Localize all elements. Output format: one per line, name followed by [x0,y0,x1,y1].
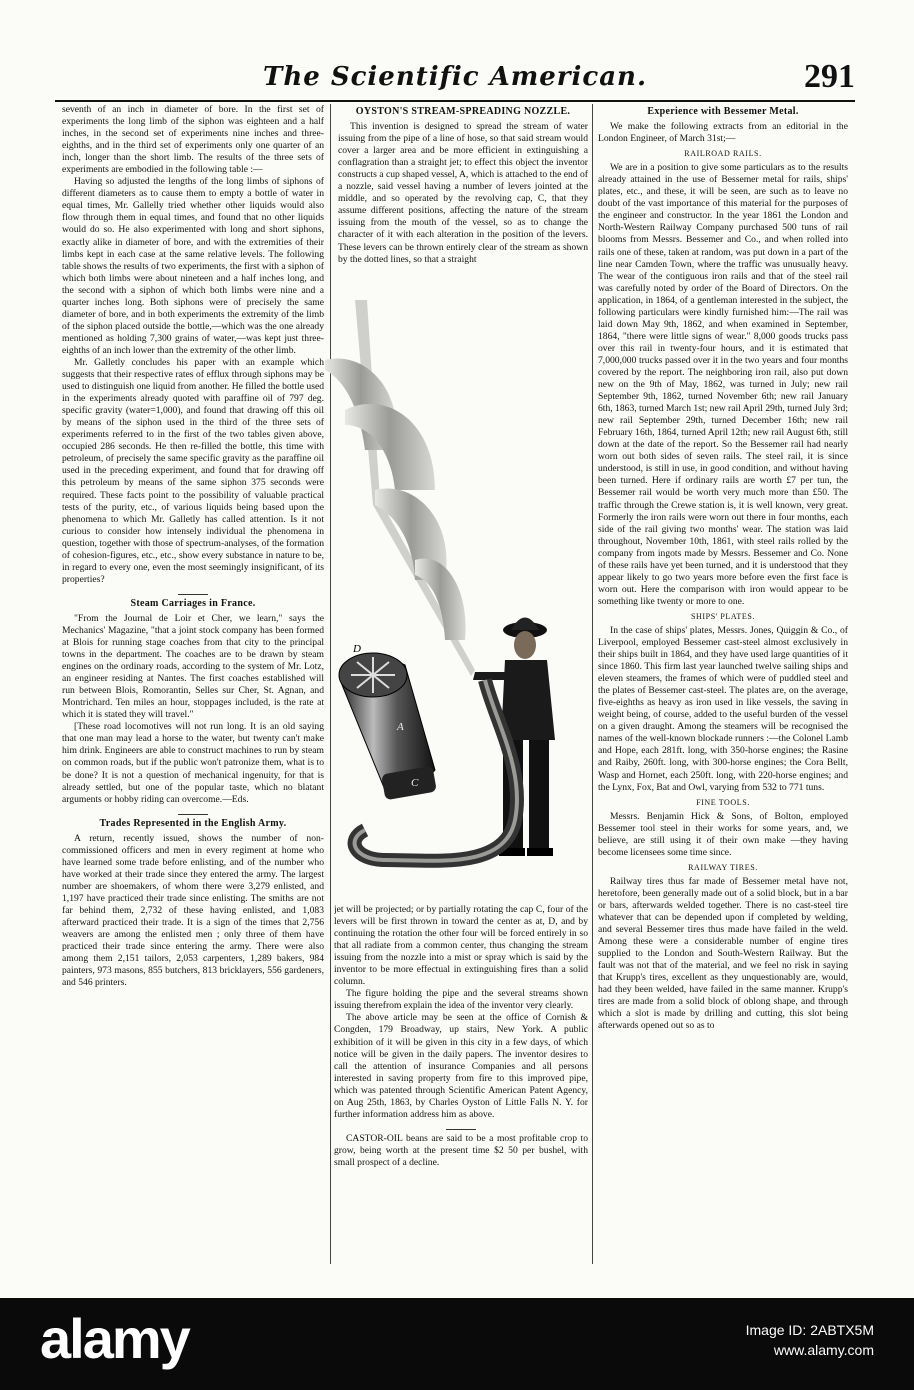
article-paragraph: In the case of ships' plates, Messrs. Jones, Quiggin & Co., of Liverpool, employed Bessemer cast-steel almost exclusively in their ships built in 1864, and they have used large quantities of it since 1860. This firm last year launched twelve sailing ships and eleven steamers, the frames of which were of puddled steel and the plates of Bessemer cast-steel. The plates are, on the average, five-eighths as heavy as iron used in like vessels, the saving in weight being, of course, added to the useful burden of the vessel on a given draught. Among the steamers will be recognised the names of the well-known blockade runners :—the Colonel Lamb and Hope, each 281ft. long, with 350-horse engines; the Rasine and Raiby, 260ft. long, with 300-horse engines; the Cora Bellt, Wasp and Hornet, each 250ft. long, with 220-horse engines; and the Lynx, Fox, Bat and Owl, varying from 532 to 771 tuns. [598,624,848,793]
article-paragraph: Having so adjusted the lengths of the long limbs of siphons of different diameters as to cause them to empty a bottle of water in equal times, Mr. Gallelly tried whether other liquids would also flow through them in equal times, and found that no other liquids would do so. He also experimented with long and short siphons, exactly alike in diameter of bore, and with the extremities of their limbs kept in each case at the same relative levels. The following table shows the results of two experiments, the first with a siphon of which both limbs were about nineteen and a half inches long, and the second with a siphon of which both limbs were nine and a quarter inches long. Both siphons were of precisely the same diameter of bore, and in both experiments the extremity of the limb of the siphon placed outside the bottle,—which was the one already mentioned as holding 7,300 grains of water,—was kept just three-eighths of an inch lower than the extremity of the other limb. [62,176,324,356]
article-paragraph: "From the Journal de Loir et Cher, we learn," says the Mechanics' Magazine, "that a joint stock company has been formed at Blois for running stage coaches from that city to the principal towns in the department. The coaches are to be drawn by steam engines on the ordinary roads, according to the system of Mr. Lotz, an engineer residing at Nantes. The first coaches established will run between Blois, Romorantin, Selles sur Cher, St. Agnan, and Montrichard. Ten miles an hour, stoppages included, is the rate at which it is stated they will travel." [62,612,324,721]
masthead [55,58,855,98]
article-paragraph: This invention is designed to spread the stream of water issuing from the pipe of a line of hose, so that said stream would cover a larger area and be more efficient in extinguishing a conflagration than a straight jet; to effect this object the inventor constructs a cup shaped vessel, A, which is attached to the end of a nozzle, said vessel having a number of levers jointed at the middle, and so operated by the revolving cap, C, that they assume different positions, affecting the nature of the stream issuing from the mouth of the vessel, so as to change the character of it with each alteration in the position of the levers. These levers can be thrown entirely clear of the stream as shown by the dotted lines, so that a straight [338,121,588,265]
column-2-top [338,104,588,306]
masthead-title: The Scientific American. [262,62,648,92]
article-paragraph: [These road locomotives will not run long. It is an old saying that one man may lead a horse to the water, but twenty can't make him drink. Engineers are able to construct machines to run by steam on common roads, but if the public won't patronize them, what is to be done? It is not a question of mechanical ingenuity, for that is already settled, but one of the popular taste, which no blatant arguments or hobby riding can overcome.—Eds. [62,721,324,805]
article-paragraph: Messrs. Benjamin Hick & Sons, of Bolton, employed Bessemer tool steel in their works for some years, and, we believe, are still using it of their own make —they having become licensees some time since. [598,810,848,858]
subheading-fine-tools: FINE TOOLS. [696,797,750,807]
image-info [746,1320,874,1360]
subheading-railroad-rails: RAILROAD RAILS. [684,149,762,159]
article-paragraph: A return, recently issued, shows the number of non-commissioned officers and men in every regiment at home who have learned some trade before enlisting, and of the number who have worked at their trade since they entered the army. The largest number are shoemakers, of whom there were 3,279 enlisted, and 1,197 have practiced their trade since enlisting. The smiths are not far behind them, 2,732 of these having enlisted, and 1,083 afterward practiced their trade. It is a sign of the times that 2,756 weavers are among the enlisted men ; only three of them have practiced their trade since entering the army. There were also among them 2,151 tailors, 2,053 carpenters, 1,289 bakers, 984 painters, 973 masons, 855 butchers, 813 bricklayers, 556 gardeners, and 546 printers. [62,832,324,989]
article-paragraph: jet will be projected; or by partially rotating the cap C, four of the levers will be first thrown in toward the center as at, D, and by continuing the rotation the other four will be forced entirely in so that all radiate from a common center, thus changing the stream issuing from the nozzle into a mist or spray which is said by the inventor to be more effectual in extinguishing fires than a solid column. [334,904,588,988]
column-2-bottom [334,904,588,1264]
article-paragraph: seventh of an inch in diameter of bore. In the first set of experiments the long limb of the siphon was eighteen and a half inches, in the second set of experiments nine inches and three-eighths, and in the third set of experiments only one quarter of an inch, longer than the short limb. The results of the three sets of experiments are embodied in the following table :— [62,104,324,176]
masthead-rule [55,100,855,102]
article-paragraph: CASTOR-OIL beans are said to be a most profitable crop to grow, being worth at the present time $2 50 per bushel, with small prospect of a decline. [334,1132,588,1168]
separator [334,1124,588,1130]
article-paragraph: We make the following extracts from an editorial in the London Engineer, of March 31st;— [598,121,848,145]
stock-footer [0,1298,914,1390]
image-id: Image ID: 2ABTX5M [745,1322,874,1338]
article-paragraph: Mr. Galletly concludes his paper with an example which suggests that their respective rates of efflux through siphons may be used to distinguish one liquid from another. He filled the bottle used in the experiments already quoted with paraffine oil of 797 deg. specific gravity (water=1,000), and found that drawing off this oil by means of the siphon used in the third of the three sets of experiments referred to in the first of the two tables given above, occupied 286 seconds. He then re-filled the bottle, this time with petroleum, of precisely the same specific gravity as the paraffine oil used in the preceding experiment, and found that for drawing off this petroleum by means of the same siphon 375 seconds were required. These facts point to the possibility of valuable practical tests of the purity, etc., of various liquids being based upon the phenomena to which Mr. Galletly has called attention. Is it not curious to consider how intensely individual the phenomena in question, together with those of spectrum-analyses, of the formation of cohesion-figures, etc., etc., show every substance in nature to be, in regard to every one, even the most seemingly insignificant, of its properties? [62,356,324,585]
nozzle-cup-detail [339,643,437,800]
image-url: www.alamy.com [773,1342,874,1358]
article-paragraph: We are in a position to give some particulars as to the results already attained in the use of Bessemer metal for rails, ships' plates, etc., and these, it will be seen, are such as to leave no doubt of the vast importance of this material for the purposes of the engineer and constructor. In the year 1861 the London and North-Western Railway Company purchased 500 tuns of rail blooms from Messrs. Bessemer and Co., and when rolled into rails one of these, taken at random, was put down in a part of the line near Camden Town, where the traffic was unusually heavy. The wear of the contiguous iron rails and that of the steel rail was carefully noted by order of the Board of Directors. On the application, in 1864, of a gentleman interested in the subject, the following particulars were kindly furnished him:—The rail was laid down May 9th, 1862, and when examined in September, 1864, "there were little signs of wear." 8,000 goods trucks pass over this rail in twenty-four hours, and it is estimated that 7,000,000 trucks passed over it in the two years and four months covered by the report. The neighboring iron rail, also put down new on the 9th of May, 1862, was turned in July; new rail September 9th, 1862, turned November 6th; new rail January 6th, 1863, turned March 1st; new rail April 29th, turned July 3rd; new rail September 29th, turned December 16th; new rail February 16th, 1864, turned April 12th; new rail August 6th, still down at the date of the report. So the Bessemer rail had nearly worn out both sides of seven rails. The steel rail, it is since understood, is still in use, in good condition, and without having been turned. Here if ordinary rails are worth £7 per tun, the Bessemer rail would be worth very much more than £50. The traffic through the Crewe station is, it is well known, very great. Formerly the iron rails were worn out there in four months, each side of the rail giving two months' wear. The station was laid throughout, November 10th, 1861, with steel rails rolled by the company from ingots made by Messrs. Bessemer and Co. None of these rails have yet been turned, and it is understood that they appear likely to go two years more before even the first face is worn out. Here the comparison with iron would appear to be something like twenty or more to one. [598,162,848,607]
article-paragraph: The above article may be seen at the office of Cornish & Congden, 179 Broadway, up stairs, New York. A public exhibition of it will be given in this city in a few days, of which notice will be given in the daily papers. The inventor desires to call the attention of insurance Companies and all persons interested in saving property from fire to this improved pipe, which was patented through Scientific American Patent Agency, on Aug 25th, 1863, by Charles Oyston of Little Falls N. Y. for further information address him as above. [334,1012,588,1120]
article-paragraph: The figure holding the pipe and the several streams shown issuing therefrom explain the idea of the inventor very clearly. [334,988,588,1012]
heading-nozzle: OYSTON'S STREAM-SPREADING NOZZLE. [355,106,571,117]
separator [62,589,324,595]
label-d: D [353,643,361,655]
column-3 [598,104,848,1264]
separator [62,809,324,815]
spray-stream [325,300,475,676]
subheading-ships-plates: SHIPS' PLATES. [690,611,756,621]
article-paragraph: Railway tires thus far made of Bessemer metal have not, heretofore, been generally made out of a solid block, but in a bar or bars, afterwards welded together. There is no cast-steel tire whatever that can be depended upon if completed by welding, and several Bessemer tires thus made have failed in the weld. Among these were a considerable number of engine tires supplied to the London and South-Western Railway. But the fault was not that of the material, and we feel no risk in saying that Krupp's tires, excellent as they unquestionably are, would, had they been welded, have failed in the same manner. Krupp's tires are made from a solid block of oblong shape, and through which a slot is made by drilling and cutting, this slot being afterwards opened out so as to [598,875,848,1032]
heading-bessemer: Experience with Bessemer Metal. [647,106,799,117]
column-divider [592,104,593,1264]
subheading-railway-tires: RAILWAY TIRES. [688,862,758,872]
label-c: C [411,777,419,789]
label-a: A [397,721,404,733]
page-number: 291 [804,58,855,95]
heading-trades-army: Trades Represented in the English Army. [99,817,287,829]
alamy-logo: alamy [40,1307,189,1370]
column-1 [62,104,324,1264]
heading-steam-carriages: Steam Carriages in France. [130,597,256,609]
nozzle-illustration [325,300,585,900]
